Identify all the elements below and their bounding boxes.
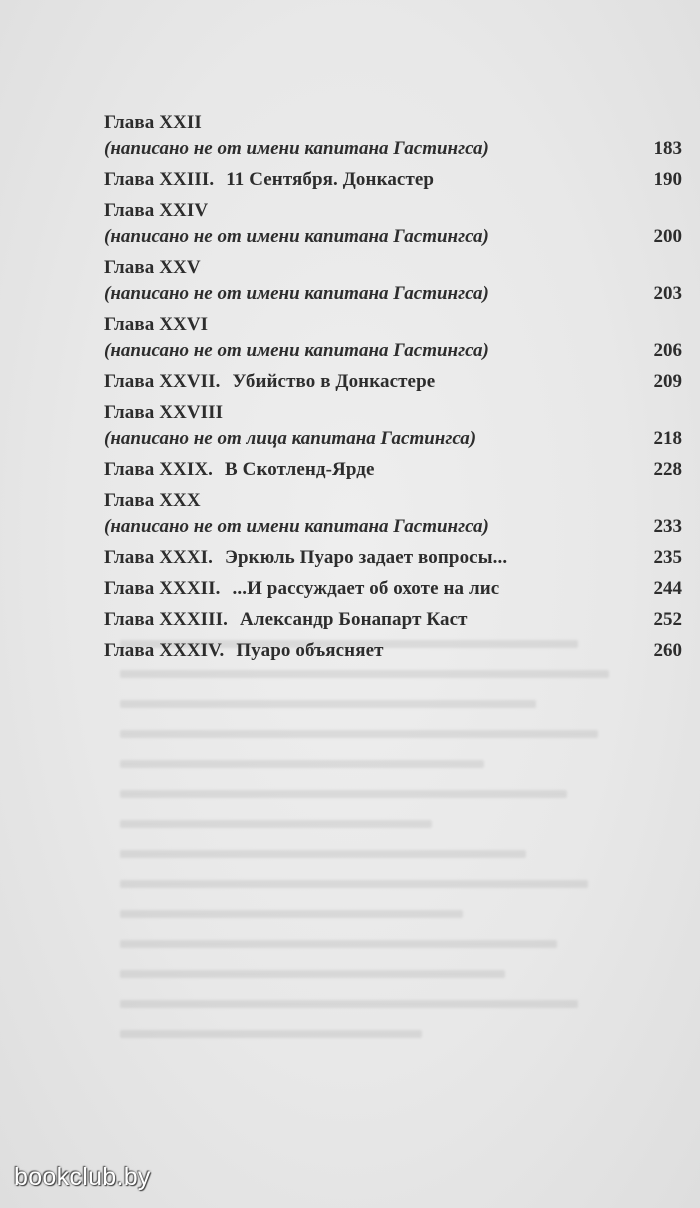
toc-entry <box>104 255 682 307</box>
toc-entry <box>104 312 682 364</box>
toc-entry <box>104 545 682 571</box>
watermark: bookclub.by <box>14 1163 151 1191</box>
page-number: 218 <box>653 428 682 449</box>
chapter-subtitle: (написано не от имени капитана Гастингса) <box>104 283 489 304</box>
toc-entry <box>104 198 682 250</box>
chapter-title: Убийство в Донкастере <box>232 371 436 392</box>
page-number: 233 <box>653 516 682 537</box>
toc-entry-heading <box>104 488 622 514</box>
toc-entry-heading <box>104 400 622 426</box>
toc-entry <box>104 607 682 633</box>
chapter-title: 11 Сентября. Донкастер <box>226 169 435 190</box>
page-number: 200 <box>653 226 682 247</box>
table-of-contents <box>104 110 682 669</box>
chapter-number: Глава XXIII. <box>104 169 215 190</box>
toc-entry-heading <box>104 545 622 571</box>
chapter-subtitle: (написано не от имени капитана Гастингса) <box>104 516 489 537</box>
chapter-number: Глава XXII <box>104 112 202 133</box>
toc-entry-heading <box>104 312 622 338</box>
chapter-number: Глава XXV <box>104 257 201 278</box>
toc-entry-heading <box>104 255 622 281</box>
chapter-subtitle: (написано не от имени капитана Гастингса) <box>104 138 489 159</box>
reverse-side-bleed-through <box>120 640 640 1120</box>
chapter-number: Глава XXIX. <box>104 459 214 480</box>
chapter-number: Глава XXVI <box>104 314 209 335</box>
chapter-title: В Скотленд-Ярде <box>225 459 375 480</box>
toc-entry-heading <box>104 457 622 483</box>
chapter-number: Глава XXVIII <box>104 402 224 423</box>
toc-entry <box>104 400 682 452</box>
toc-entry-heading <box>104 369 622 395</box>
chapter-title: Пуаро объясняет <box>236 640 384 661</box>
toc-entry <box>104 110 682 162</box>
page-number: 235 <box>653 547 682 568</box>
chapter-subtitle: (написано не от имени капитана Гастингса) <box>104 226 489 247</box>
page-number: 228 <box>653 459 682 480</box>
page-number: 209 <box>653 371 682 392</box>
toc-entry <box>104 638 682 664</box>
chapter-title: ...И рассуждает об охоте на лис <box>232 578 500 599</box>
page-number: 252 <box>653 609 682 630</box>
toc-entry <box>104 457 682 483</box>
chapter-number: Глава XXXII. <box>104 578 221 599</box>
chapter-number: Глава XXXIII. <box>104 609 229 630</box>
chapter-title: Александр Бонапарт Каст <box>240 609 468 630</box>
chapter-number: Глава XXIV <box>104 200 209 221</box>
chapter-subtitle: (написано не от лица капитана Гастингса) <box>104 428 477 449</box>
page-number: 244 <box>653 578 682 599</box>
toc-entry <box>104 488 682 540</box>
chapter-number: Глава XXXI. <box>104 547 214 568</box>
page-number: 260 <box>653 640 682 661</box>
toc-entry-heading <box>104 167 622 193</box>
chapter-number: Глава XXVII. <box>104 371 221 392</box>
toc-entry <box>104 369 682 395</box>
toc-entry-heading <box>104 198 622 224</box>
chapter-title: Эркюль Пуаро задает вопросы... <box>225 547 508 568</box>
toc-entry-heading <box>104 638 622 664</box>
chapter-subtitle: (написано не от имени капитана Гастингса) <box>104 340 489 361</box>
chapter-number: Глава XXXIV. <box>104 640 225 661</box>
toc-entry <box>104 576 682 602</box>
toc-entry <box>104 167 682 193</box>
page-number: 190 <box>653 169 682 190</box>
page-number: 206 <box>653 340 682 361</box>
page-number: 203 <box>653 283 682 304</box>
page-number: 183 <box>653 138 682 159</box>
chapter-number: Глава XXX <box>104 490 201 511</box>
toc-entry-heading <box>104 110 622 136</box>
toc-entry-heading <box>104 576 622 602</box>
toc-entry-heading <box>104 607 622 633</box>
